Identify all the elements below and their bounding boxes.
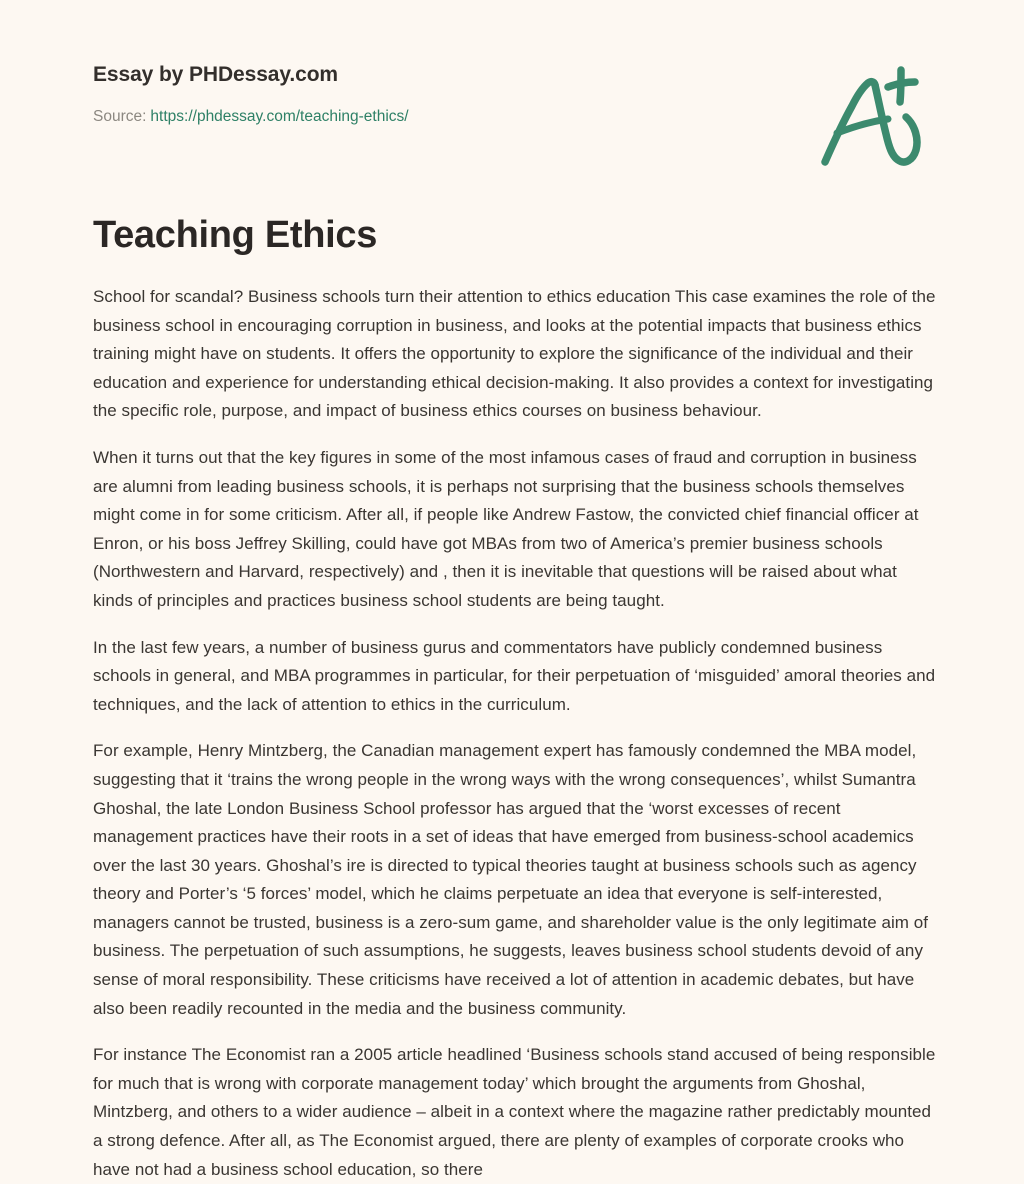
paragraph: For instance The Economist ran a 2005 article headlined ‘Business schools stand accused of being responsible for much that is wrong with corporate management today’ which brought the arguments from Ghoshal, Mintzberg, and others to a wider audience – albeit in a context where the magazine rather predictably mounted a strong defence. After all, as The Economist argued, there are plenty of examples of corporate crooks who have not had a business school education, so there	[93, 1045, 936, 1179]
paragraph: School for scandal? Business schools turn their attention to ethics education This case examines the role of the business school in encouraging corruption in business, and looks at the potential impacts that business ethics training might have on students. It offers the opportunity to explore the significance of the individual and their education and experience for understanding ethical decision-making. It also provides a context for investigating the specific role, purpose, and impact of business ethics courses on business behaviour.	[93, 287, 936, 421]
phdessay-a-plus-logo-icon	[812, 62, 932, 172]
byline: Essay by PHDessay.com	[93, 63, 338, 86]
source-url-link[interactable]: https://phdessay.com/teaching-ethics/	[150, 108, 409, 125]
source-label: Source:	[93, 108, 147, 125]
page-title: Teaching Ethics	[93, 214, 378, 256]
paragraph: When it turns out that the key figures in some of the most infamous cases of fraud and corruption in business are alumni from leading business schools, it is perhaps not surprising that the business schools themselves might come in for some criticism. After all, if people like Andrew Fastow, the convicted chief financial officer at Enron, or his boss Jeffrey Skilling, could have got MBAs from two of America’s premier business schools (Northwestern and Harvard, respectively) and , then it is inevitable that questions will be raised about what kinds of principles and practices business school students are being taught.	[93, 447, 919, 610]
paragraph: In the last few years, a number of business gurus and commentators have publicly condemned business schools in general, and MBA programmes in particular, for their perpetuation of ‘misguided’ amoral theories and techniques, and the lack of attention to ethics in the curriculum.	[93, 637, 936, 714]
article-body	[93, 283, 940, 1184]
paragraph: For example, Henry Mintzberg, the Canadian management expert has famously condemned the MBA model, suggesting that it ‘trains the wrong people in the wrong ways with the wrong consequences’, whilst Sumantra Ghoshal, the late London Business School professor has argued that the ‘worst excesses of recent management practices have their roots in a set of ideas that have emerged from business-school academics over the last 30 years. Ghoshal’s ire is directed to typical theories taught at business schools such as agency theory and Porter’s ‘5 forces’ model, which he claims perpetuate an idea that everyone is self-interested, managers cannot be trusted, business is a zero-sum game, and shareholder value is the only legitimate aim of business. The perpetuation of such assumptions, he suggests, leaves business school students devoid of any sense of moral responsibility. These criticisms have received a lot of attention in academic debates, but have also been readily recounted in the media and the business community.	[93, 741, 929, 1018]
